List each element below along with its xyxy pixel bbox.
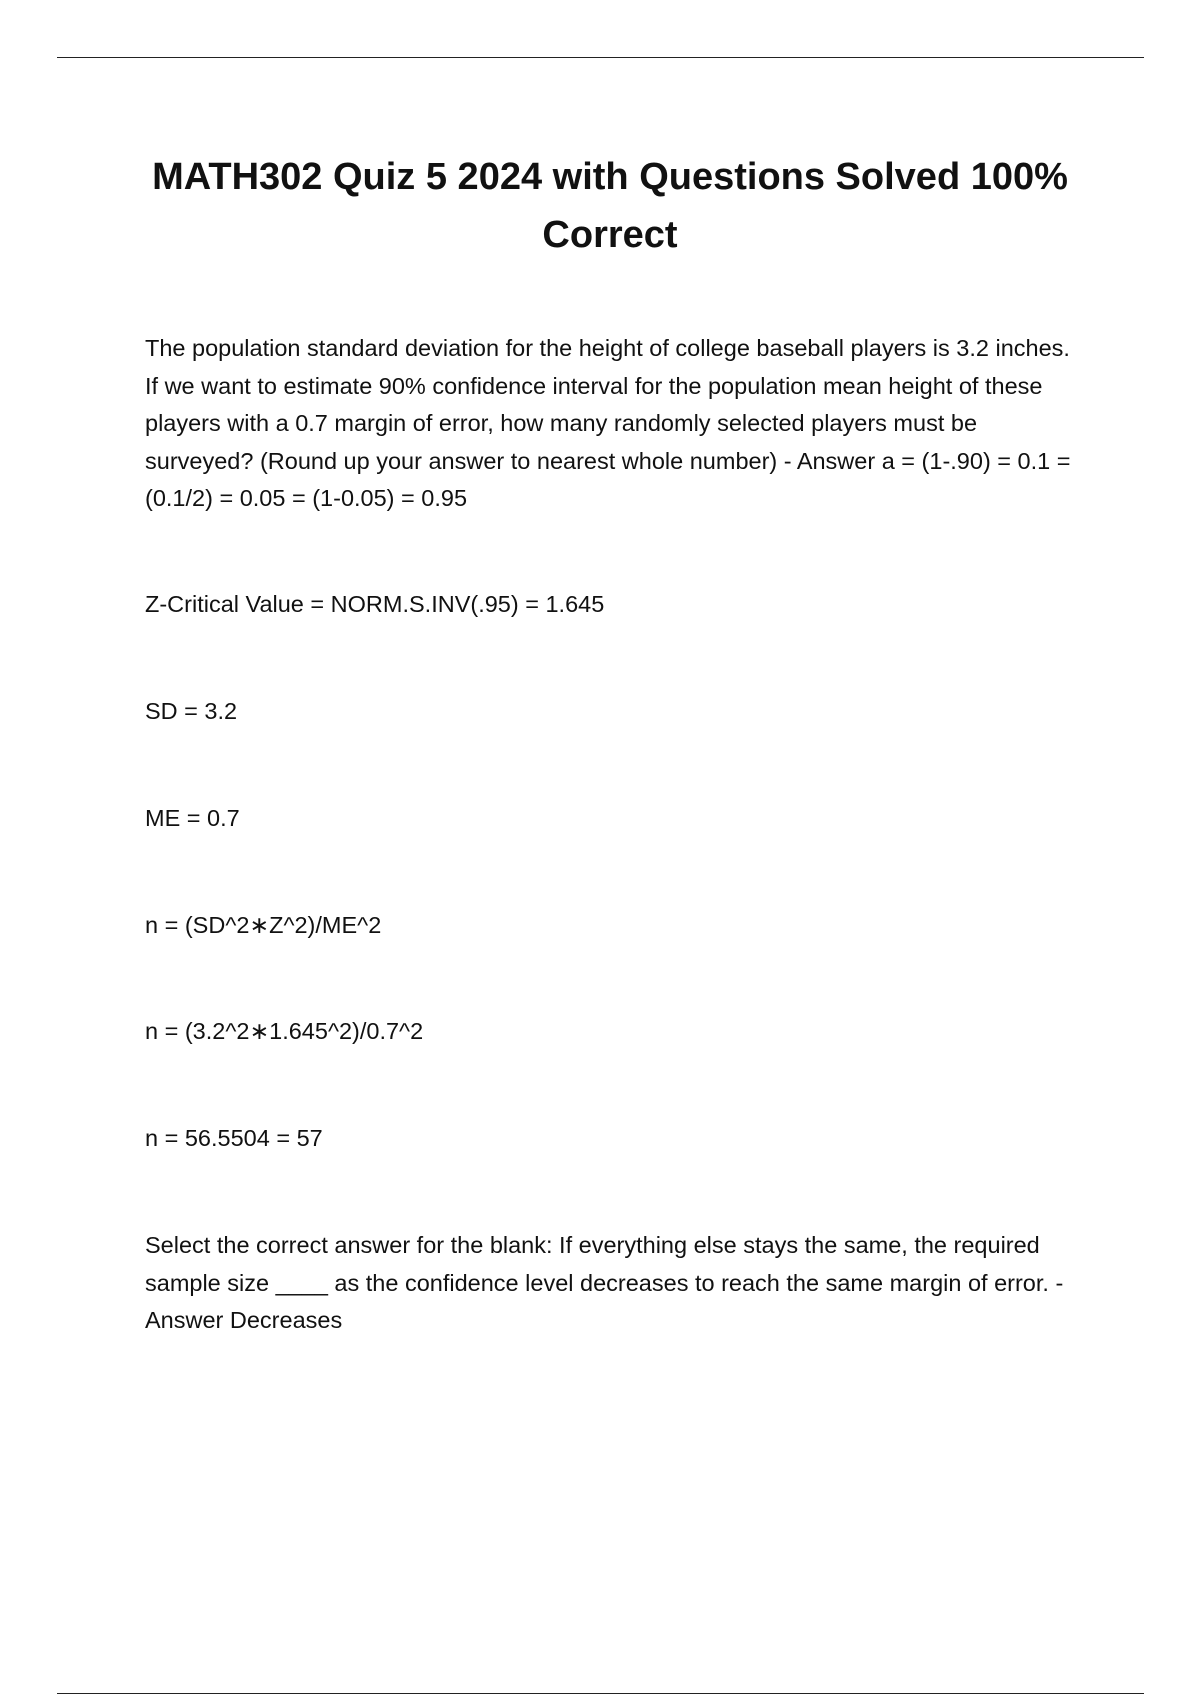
question-1-text: The population standard deviation for the height of college baseball players is 3.2 inches. If we want to estimate 90% confidence interval for the population mean height of these players with a 0.7 margin of error, how many randomly selected players must be surveyed? (Round up your answer to nearest whole number) - Answer a = (1-.90) = 0.1 = (0.1/2) = 0.05 = (1-0.05) = 0.95 (145, 335, 1071, 511)
me-line: ME = 0.7 (145, 805, 240, 831)
top-rule (57, 57, 1144, 58)
question-2-text: Select the correct answer for the blank: If everything else stays the same, the required sample size ____ as the confidence level decreases to reach the same margin of error. - Answer Decreases (145, 1232, 1064, 1333)
sample-size-formula-line: n = (SD^2∗Z^2)/ME^2 (145, 912, 382, 938)
sd-line: SD = 3.2 (145, 698, 238, 724)
sample-size-substitution-line: n = (3.2^2∗1.645^2)/0.7^2 (145, 1018, 424, 1044)
z-critical-value-line: Z-Critical Value = NORM.S.INV(.95) = 1.645 (145, 591, 605, 617)
question-1 (145, 330, 1085, 518)
sample-size-result-line: n = 56.5504 = 57 (145, 1125, 323, 1151)
bottom-rule (57, 1693, 1144, 1694)
document-title: MATH302 Quiz 5 2024 with Questions Solved 100% Correct (152, 156, 1068, 256)
question-2 (145, 1227, 1085, 1340)
